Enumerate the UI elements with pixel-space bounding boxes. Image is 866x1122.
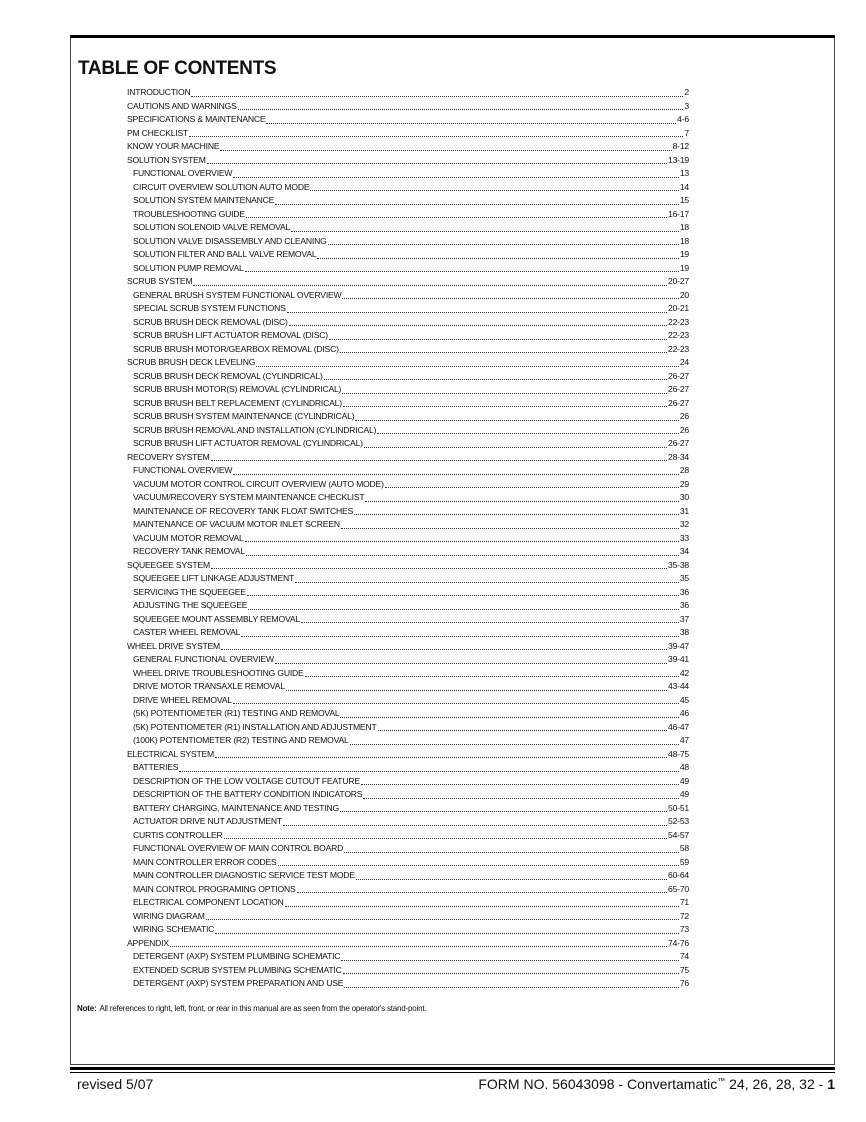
toc-entry-label: WIRING SCHEMATIC [133,924,215,934]
toc-entry-label: DETERGENT (AXP) SYSTEM PREPARATION AND USE [133,978,344,988]
toc-entry-label: SCRUB BRUSH MOTOR(S) REMOVAL (CYLINDRICAL) [133,384,342,394]
dot-leader [246,555,679,556]
toc-entry-label: FUNCTIONAL OVERVIEW [133,168,233,178]
toc-subsection-entry [127,694,689,708]
toc-entry-label: BATTERY CHARGING, MAINTENANCE AND TESTING [133,802,340,813]
toc-entry-label: RECOVERY SYSTEM [127,451,210,462]
toc-entry-page: 26 [679,424,689,435]
dot-leader [385,487,679,488]
toc-subsection-entry [127,478,689,492]
dot-leader [301,622,679,623]
toc-entry-label: SQUEEGEE LIFT LINKAGE ADJUSTMENT [133,573,295,583]
toc-entry-page: 13 [679,168,689,178]
toc-entry-page: 43-44 [668,681,689,691]
footer-rule-thin [70,1072,835,1073]
revision-date: revised 5/07 [77,1076,154,1092]
dot-leader [328,244,679,245]
dot-leader [220,150,671,151]
toc-entry-page: 2 [684,87,689,97]
toc-subsection-entry [127,302,689,316]
toc-entry-page: 26 [679,411,689,421]
toc-section-entry [127,127,689,141]
toc-entry-label: GENERAL FUNCTIONAL OVERVIEW [133,654,274,664]
toc-entry-page: 49 [679,775,689,786]
toc-entry-page: 36 [679,600,689,610]
toc-entry-label: SCRUB BRUSH DECK LEVELING [127,357,256,367]
dot-leader [341,528,679,529]
toc-entry-label: WIRING DIAGRAM [133,910,205,921]
dot-leader [361,784,679,785]
toc-section-entry [127,140,689,154]
toc-subsection-entry [127,532,689,546]
dot-leader [354,514,679,515]
model-list: 24, 26, 28, 32 - [725,1076,828,1092]
toc-entry-label: MAINTENANCE OF VACUUM MOTOR INLET SCREEN [133,519,340,529]
toc-subsection-entry [127,208,689,222]
toc-entry-page: 28-34 [668,451,689,462]
toc-section-entry [127,937,689,951]
dot-leader [191,96,683,97]
toc-subsection-entry [127,923,689,937]
toc-entry-page: 74 [679,951,689,961]
form-number [478,1076,835,1092]
toc-entry-page: 26-27 [668,384,689,394]
toc-entry-page: 18 [679,235,689,246]
toc-entry-page: 19 [679,249,689,259]
toc-entry-label: VACUUM/RECOVERY SYSTEM MAINTENANCE CHECKLIST [133,492,365,502]
toc-subsection-entry [127,316,689,330]
dot-leader [211,460,667,461]
toc-entry-label: (100K) POTENTIOMETER (R2) TESTING AND REMOVAL [133,735,349,745]
dot-leader [233,177,678,178]
dot-leader [343,406,667,407]
toc-entry-page: 48-75 [668,748,689,759]
dot-leader [245,541,679,542]
toc-entry-label: SCRUB BRUSH SYSTEM MAINTENANCE (CYLINDRICAL) [133,411,355,421]
dot-leader [246,217,667,218]
toc-entry-label: DESCRIPTION OF THE LOW VOLTAGE CUTOUT FEATURE [133,775,360,786]
toc-entry-label: SERVICING THE SQUEEGEE [133,586,246,597]
toc-entry-page: 73 [679,924,689,934]
toc-entry-page: 74-76 [668,937,689,948]
dot-leader [350,744,679,745]
dot-leader [285,906,679,907]
toc-entry-page: 58 [679,843,689,853]
toc-entry-page: 8-12 [672,141,689,151]
toc-subsection-entry [127,221,689,235]
dot-leader [179,771,679,772]
toc-entry-page: 26-27 [668,370,689,381]
toc-entry-page: 54-57 [668,829,689,840]
dot-leader [340,717,678,718]
toc-subsection-entry [127,896,689,910]
toc-subsection-entry [127,626,689,640]
toc-entry-label: SCRUB BRUSH MOTOR/GEARBOX REMOVAL (DISC) [133,343,339,354]
toc-subsection-entry [127,802,689,816]
toc-entry-page: 7 [684,127,689,138]
toc-entry-page: 19 [679,262,689,273]
toc-section-entry [127,275,689,289]
toc-entry-label: FUNCTIONAL OVERVIEW OF MAIN CONTROL BOARD [133,843,344,853]
toc-entry-label: SQUEEGEE SYSTEM [127,559,210,570]
dot-leader [317,258,678,259]
toc-entry-label: WHEEL DRIVE SYSTEM [127,640,221,651]
dot-leader [170,946,667,947]
toc-entry-page: 47 [679,735,689,745]
toc-subsection-entry [127,869,689,883]
toc-entry-label: SCRUB BRUSH LIFT ACTUATOR REMOVAL (DISC) [133,330,328,340]
toc-entry-label: APPENDIX [127,937,169,948]
toc-subsection-entry [127,235,689,249]
toc-section-entry [127,748,689,762]
dot-leader [342,298,678,299]
toc-entry-label: SCRUB BRUSH DECK REMOVAL (CYLINDRICAL) [133,370,323,381]
trademark-symbol: ™ [717,1076,726,1086]
toc-entry-label: SCRUB BRUSH REMOVAL AND INSTALLATION (CYLINDRICAL) [133,424,377,435]
toc-entry-page: 39-41 [668,654,689,664]
toc-entry-label: GENERAL BRUSH SYSTEM FUNCTIONAL OVERVIEW [133,289,342,300]
page-title: TABLE OF CONTENTS [78,58,277,79]
dot-leader [207,163,667,164]
dot-leader [295,582,679,583]
toc-entry-label: SOLUTION SYSTEM [127,154,206,165]
dot-leader [340,352,667,353]
toc-entry-page: 76 [679,978,689,988]
toc-entry-label: TROUBLESHOOTING GUIDE [133,208,245,219]
toc-entry-label: PM CHECKLIST [127,127,189,138]
toc-subsection-entry [127,788,689,802]
toc-entry-page: 45 [679,694,689,705]
toc-subsection-entry [127,518,689,532]
toc-entry-page: 37 [679,613,689,624]
toc-subsection-entry [127,775,689,789]
toc-entry-label: DETERGENT (AXP) SYSTEM PLUMBING SCHEMATIC [133,951,341,961]
toc-entry-page: 22-23 [668,330,689,340]
toc-subsection-entry [127,721,689,735]
toc-subsection-entry [127,167,689,181]
dot-leader [206,919,679,920]
toc-subsection-entry [127,424,689,438]
toc-subsection-entry [127,842,689,856]
toc-entry-label: DESCRIPTION OF THE BATTERY CONDITION INDICATORS [133,789,363,799]
toc-entry-label: SPECIAL SCRUB SYSTEM FUNCTIONS [133,303,286,313]
toc-section-entry [127,86,689,100]
footer-rule-thick [70,1067,835,1070]
dot-leader [286,690,667,691]
dot-leader [256,366,679,367]
toc-entry-page: 39-47 [668,640,689,651]
toc-entry-page: 3 [684,100,689,111]
toc-entry-page: 59 [679,856,689,867]
toc-entry-label: CIRCUIT OVERVIEW SOLUTION AUTO MODE [133,181,310,192]
toc-entry-label: MAINTENANCE OF RECOVERY TANK FLOAT SWITCHES [133,505,354,516]
toc-entry-page: 26-27 [668,438,689,448]
toc-entry-page: 52-53 [668,816,689,826]
toc-subsection-entry [127,262,689,276]
toc-section-entry [127,154,689,168]
toc-subsection-entry [127,829,689,843]
toc-entry-label: EXTENDED SCRUB SYSTEM PLUMBING SCHEMATIC [133,964,342,975]
toc-section-entry [127,113,689,127]
dot-leader [283,825,667,826]
toc-entry-label: BATTERIES [133,762,179,772]
dot-leader [247,595,679,596]
toc-subsection-entry [127,950,689,964]
toc-subsection-entry [127,586,689,600]
toc-entry-label: FUNCTIONAL OVERVIEW [133,465,233,475]
form-text: FORM NO. 56043098 - Convertamatic [478,1076,718,1092]
toc-entry-label: VACUUM MOTOR CONTROL CIRCUIT OVERVIEW (AUTO MODE) [133,478,384,489]
toc-entry-page: 71 [679,897,689,907]
dot-leader [364,447,667,448]
dot-leader [305,676,679,677]
toc-subsection-entry [127,815,689,829]
toc-entry-page: 24 [679,357,689,367]
toc-subsection-entry [127,343,689,357]
toc-subsection-entry [127,289,689,303]
toc-entry-label: SOLUTION SOLENOID VALVE REMOVAL [133,222,291,232]
toc-entry-label: (5K) POTENTIOMETER (R1) TESTING AND REMOVAL [133,708,340,718]
toc-entry-label: SOLUTION SYSTEM MAINTENANCE [133,195,275,205]
toc-section-entry [127,100,689,114]
toc-entry-label: SCRUB BRUSH DECK REMOVAL (DISC) [133,316,288,327]
toc-entry-page: 42 [679,667,689,678]
toc-subsection-entry [127,653,689,667]
toc-subsection-entry [127,194,689,208]
page-number: 1 [827,1076,835,1092]
toc-entry-label: SPECIFICATIONS & MAINTENANCE [127,114,266,124]
dot-leader [355,420,678,421]
toc-subsection-entry [127,761,689,775]
toc-subsection-entry [127,181,689,195]
dot-leader [233,703,679,704]
toc-entry-page: 16-17 [668,208,689,219]
toc-entry-label: ACTUATOR DRIVE NUT ADJUSTMENT [133,816,282,826]
toc-entry-page: 49 [679,789,689,799]
dot-leader [241,636,679,637]
toc-subsection-entry [127,397,689,411]
dot-leader [211,568,667,569]
toc-entry-page: 13-19 [668,154,689,165]
dot-leader [278,865,679,866]
dot-leader [343,973,679,974]
toc-entry-page: 22-23 [668,343,689,354]
toc-entry-page: 22-23 [668,316,689,327]
toc-subsection-entry [127,572,689,586]
toc-entry-page: 60-64 [668,870,689,880]
dot-leader [297,892,668,893]
dot-leader [363,798,678,799]
toc-subsection-entry [127,437,689,451]
toc-entry-label: CURTIS CONTROLLER [133,829,223,840]
dot-leader [287,312,667,313]
toc-subsection-entry [127,505,689,519]
toc-entry-label: SOLUTION FILTER AND BALL VALVE REMOVAL [133,249,317,259]
toc-entry-label: CASTER WHEEL REMOVAL [133,627,241,637]
toc-subsection-entry [127,464,689,478]
toc-entry-label: SCRUB SYSTEM [127,276,193,286]
toc-entry-page: 34 [679,546,689,556]
dot-leader [266,123,676,124]
toc-entry-page: 46 [679,708,689,718]
dot-leader [340,811,667,812]
toc-section-entry [127,559,689,573]
dot-leader [356,879,667,880]
toc-entry-page: 20-27 [668,276,689,286]
toc-entry-label: MAIN CONTROLLER ERROR CODES [133,856,277,867]
toc-entry-page: 15 [679,195,689,205]
toc-subsection-entry [127,856,689,870]
toc-subsection-entry [127,248,689,262]
toc-entry-page: 65-70 [668,883,689,894]
toc-section-entry [127,640,689,654]
toc-subsection-entry [127,383,689,397]
toc-subsection-entry [127,613,689,627]
toc-entry-label: ADJUSTING THE SQUEEGEE [133,600,248,610]
toc-entry-page: 50-51 [668,802,689,813]
dot-leader [377,433,679,434]
dot-leader [238,109,684,110]
dot-leader [341,960,679,961]
toc-entry-label: RECOVERY TANK REMOVAL [133,546,246,556]
dot-leader [275,204,679,205]
toc-subsection-entry [127,883,689,897]
toc-subsection-entry [127,977,689,991]
toc-entry-page: 72 [679,910,689,921]
dot-leader [189,136,683,137]
toc-entry-label: ELECTRICAL COMPONENT LOCATION [133,897,284,907]
toc-subsection-entry [127,370,689,384]
dot-leader [289,325,667,326]
dot-leader [215,933,679,934]
toc-entry-label: WHEEL DRIVE TROUBLESHOOTING GUIDE [133,667,304,678]
toc-entry-label: SQUEEGEE MOUNT ASSEMBLY REMOVAL [133,613,300,624]
toc-subsection-entry [127,734,689,748]
dot-leader [245,271,679,272]
dot-leader [342,393,667,394]
toc-subsection-entry [127,410,689,424]
toc-list [127,86,689,991]
toc-subsection-entry [127,599,689,613]
toc-entry-label: ELECTRICAL SYSTEM [127,748,215,759]
toc-entry-page: 33 [679,532,689,543]
toc-entry-page: 20 [679,289,689,300]
toc-entry-page: 32 [679,519,689,529]
toc-entry-label: CAUTIONS AND WARNINGS [127,100,237,111]
toc-entry-label: DRIVE MOTOR TRANSAXLE REMOVAL [133,681,285,691]
toc-section-entry [127,451,689,465]
toc-entry-label: KNOW YOUR MACHINE [127,141,220,151]
toc-entry-page: 38 [679,627,689,637]
toc-entry-page: 28 [679,465,689,475]
toc-subsection-entry [127,707,689,721]
toc-section-entry [127,356,689,370]
toc-entry-page: 36 [679,586,689,597]
dot-leader [275,663,667,664]
toc-entry-page: 4-6 [677,114,689,124]
toc-entry-label: SCRUB BRUSH LIFT ACTUATOR REMOVAL (CYLINDRICAL) [133,438,363,448]
note-label: Note: [77,1004,97,1013]
dot-leader [224,838,667,839]
dot-leader [291,231,679,232]
dot-leader [344,852,679,853]
dot-leader [378,730,668,731]
dot-leader [365,501,678,502]
dot-leader [221,649,667,650]
toc-entry-label: DRIVE WHEEL REMOVAL [133,694,232,705]
toc-entry-page: 18 [679,222,689,232]
toc-entry-page: 30 [679,492,689,502]
toc-entry-page: 48 [679,762,689,772]
toc-subsection-entry [127,680,689,694]
toc-entry-label: MAIN CONTROL PROGRAMING OPTIONS [133,883,296,894]
toc-entry-page: 26-27 [668,397,689,408]
dot-leader [324,379,667,380]
toc-entry-label: SOLUTION VALVE DISASSEMBLY AND CLEANING [133,235,327,246]
toc-entry-label: VACUUM MOTOR REMOVAL [133,532,244,543]
toc-subsection-entry [127,910,689,924]
toc-entry-page: 29 [679,478,689,489]
dot-leader [329,339,667,340]
toc-entry-page: 75 [679,964,689,975]
toc-entry-label: SOLUTION PUMP REMOVAL [133,262,244,273]
toc-subsection-entry [127,329,689,343]
toc-entry-page: 31 [679,505,689,516]
note-text: All references to right, left, front, or rear in this manual are as seen from the operator's stand-point. [99,1004,427,1013]
toc-subsection-entry [127,545,689,559]
dot-leader [310,190,678,191]
toc-entry-label: (5K) POTENTIOMETER (R1) INSTALLATION AND ADJUSTMENT [133,721,377,732]
dot-leader [233,474,678,475]
toc-entry-label: SCRUB BRUSH BELT REPLACEMENT (CYLINDRICAL) [133,397,342,408]
toc-subsection-entry [127,964,689,978]
toc-entry-page: 14 [679,181,689,192]
toc-entry-label: MAIN CONTROLLER DIAGNOSTIC SERVICE TEST MODE [133,870,355,880]
toc-subsection-entry [127,667,689,681]
toc-entry-label: INTRODUCTION [127,87,191,97]
dot-leader [344,987,679,988]
toc-entry-page: 35-38 [668,559,689,570]
toc-entry-page: 20-21 [668,303,689,313]
dot-leader [215,757,667,758]
toc-subsection-entry [127,491,689,505]
toc-entry-page: 35 [679,573,689,583]
toc-entry-page: 46-47 [668,721,689,732]
dot-leader [193,285,667,286]
note [77,1004,426,1013]
dot-leader [248,609,678,610]
